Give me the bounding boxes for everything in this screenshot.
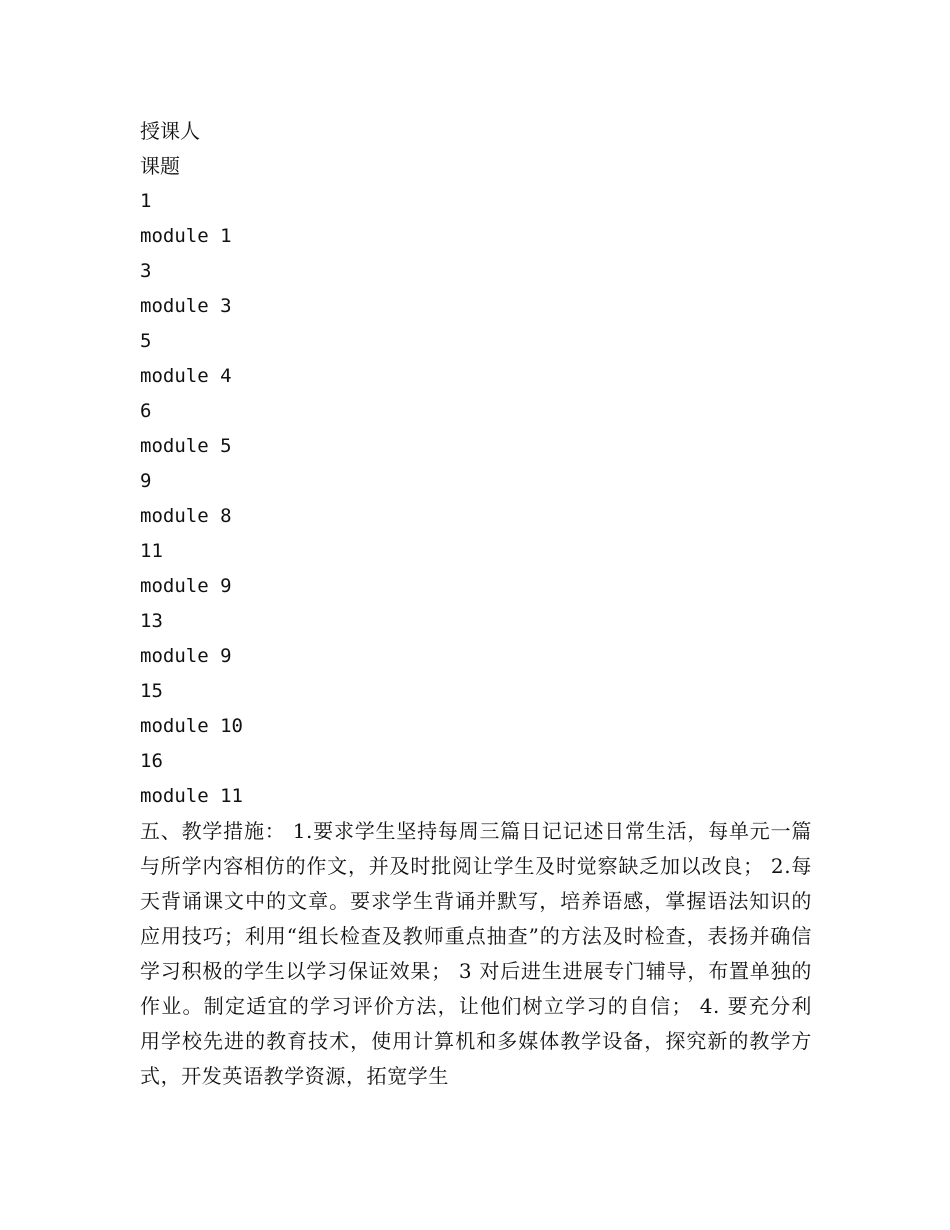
topic-label: 课题 <box>140 154 180 178</box>
schedule-module: module 9 <box>140 575 232 597</box>
teaching-measures-paragraph: 五、教学措施： 1.要求学生坚持每周三篇日记记述日常生活，每单元一篇与所学内容相仿的作文，并及时批阅让学生及时觉察缺乏加以改良； 2.每天背诵课文中的文章。要求学生背诵并默写，培养语感，掌握语法知识的应用技巧；利用“组长检查及教师重点抽查”的方法及时检查，表扬并确信学习积极的学生以学习保证效果； 3 对后进生进展专门辅导，布置单独的作业。制定适宜的学习评价方法，让他们树立学习的自信； 4. 要充分利用学校先进的教育技术，使用计算机和多媒体教学设备，探究新的教学方式，开发英语教学资源，拓宽学生 <box>140 819 812 1088</box>
schedule-module: module 4 <box>140 365 232 387</box>
schedule-number: 16 <box>140 750 163 772</box>
schedule-list <box>140 184 812 814</box>
schedule-number: 9 <box>140 470 152 492</box>
schedule-module: module 11 <box>140 785 243 807</box>
schedule-module: module 8 <box>140 505 232 527</box>
schedule-number: 13 <box>140 610 163 632</box>
teacher-label: 授课人 <box>140 119 200 143</box>
schedule-number: 11 <box>140 540 163 562</box>
schedule-module: module 3 <box>140 295 232 317</box>
document-page <box>140 114 812 1094</box>
schedule-number: 1 <box>140 190 152 212</box>
schedule-number: 15 <box>140 680 163 702</box>
schedule-number: 6 <box>140 400 152 422</box>
schedule-module: module 1 <box>140 225 232 247</box>
schedule-number: 3 <box>140 260 152 282</box>
schedule-module: module 9 <box>140 645 232 667</box>
schedule-module: module 10 <box>140 715 243 737</box>
schedule-module: module 5 <box>140 435 232 457</box>
schedule-number: 5 <box>140 330 152 352</box>
